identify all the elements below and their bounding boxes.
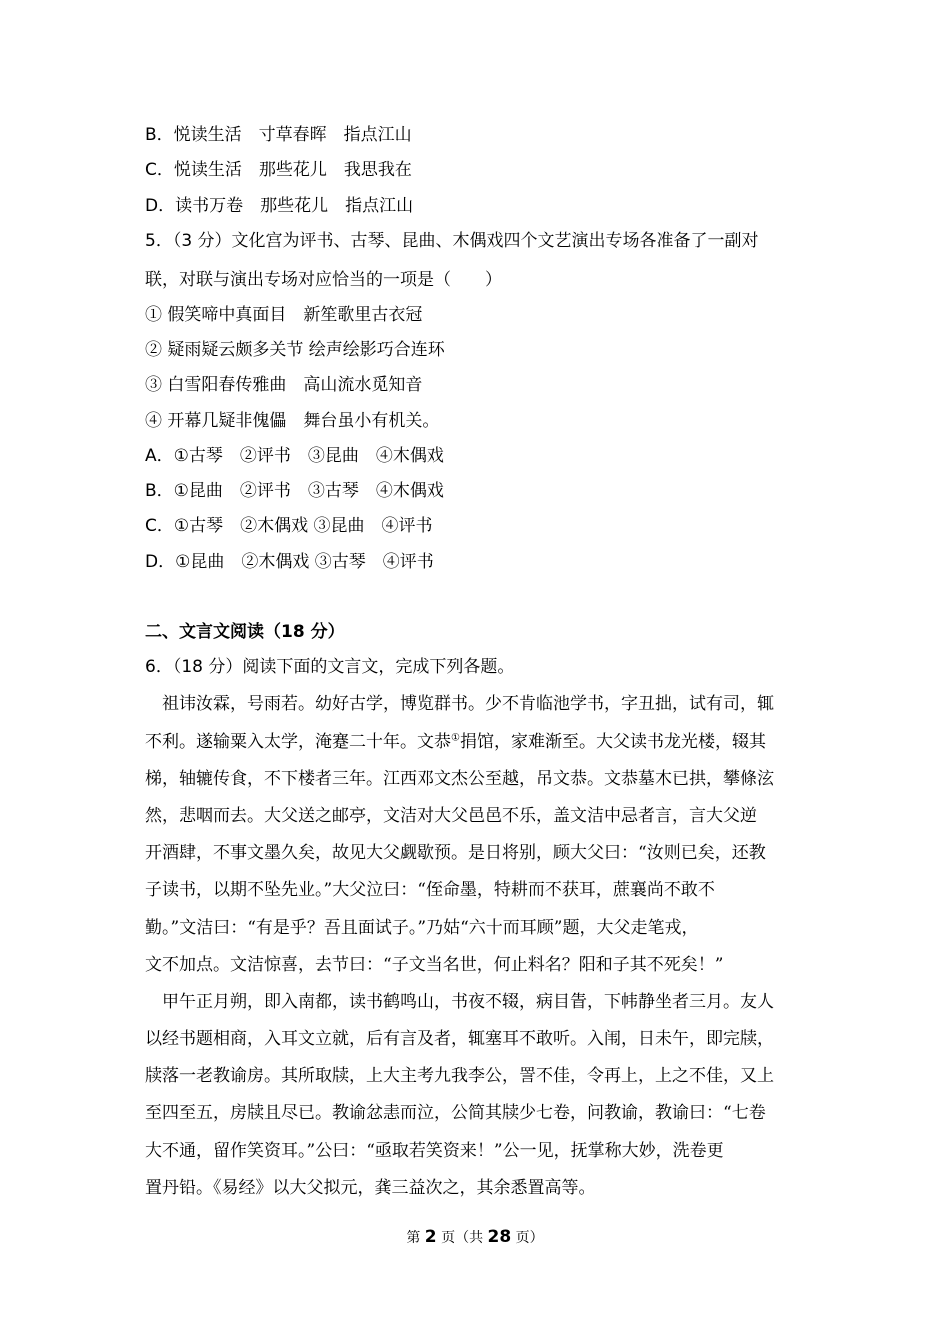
passage-line: 开酒肆，不事文墨久矣，故见大父觑歇预。是日将别，顾大父曰：“汝则已矣，还教 (145, 843, 766, 863)
q5-option-a: A．①古琴 ②评书 ③昆曲 ④木偶戏 (145, 446, 444, 466)
passage-line: 文不加点。文洁惊喜，去节曰：“子文当名世，何止料名？阳和子其不死矣！” (145, 955, 724, 975)
q5-stem-line1: 5．（3 分）文化宫为评书、古琴、昆曲、木偶戏四个文艺演出专场各准备了一副对 (145, 231, 759, 251)
passage-line: 然，悲咽而去。大父送之邮亭，文洁对大父邑邑不乐，盖文洁中忌者言，言大父逆 (145, 806, 757, 826)
page-total: 28 (487, 1227, 512, 1247)
q6-stem: 6．（18 分）阅读下面的文言文，完成下列各题。 (145, 657, 515, 677)
q5-option-b: B．①昆曲 ②评书 ③古琴 ④木偶戏 (145, 481, 444, 501)
passage-line: 甲午正月朔，即入南都，读书鹤鸣山，书夜不辍，病目眚，下帏静坐者三月。友人 (162, 992, 774, 1012)
q5-couplet-1: ① 假笑啼中真面目 新笙歌里古衣冠 (145, 305, 423, 325)
passage-line: 至四至五，房牍且尽已。教谕忿恚而泣，公简其牍少七卷，问教谕，教谕曰：“七卷 (145, 1103, 766, 1123)
section-title: 二、文言文阅读（18 分） (145, 622, 345, 642)
q5-option-d: D．①昆曲 ②木偶戏 ③古琴 ④评书 (145, 552, 434, 572)
q5-option-c: C．①古琴 ②木偶戏 ③昆曲 ④评书 (145, 516, 433, 536)
q5-couplet-3: ③ 白雪阳春传雅曲 高山流水觅知音 (145, 375, 423, 395)
footnote-marker: ① (451, 732, 460, 744)
passage-line: 牍落一老教谕房。其所取牍，上大主考九我李公，詈不佳，令再上，上之不佳，又上 (145, 1066, 774, 1086)
q5-couplet-4: ④ 开幕几疑非傀儡 舞台虽小有机关。 (145, 411, 440, 431)
passage-line: 勤。”文洁曰：“有是乎？吾且面试子。”乃姑“六十而耳顾”题，大父走笔戎， (145, 918, 699, 938)
q5-stem-line2: 联，对联与演出专场对应恰当的一项是（ ） (145, 270, 502, 290)
passage-line: 以经书题相商，入耳文立就，后有言及者，辄塞耳不敢听。入闱，日未午，即完牍， (145, 1029, 774, 1049)
passage-line: 置丹铅。《易经》以大父拟元，龚三益次之，其余悉置高等。 (145, 1178, 596, 1198)
page-number: 2 (424, 1227, 437, 1247)
passage-line: 子读书，以期不坠先业。”大父泣曰：“侄命墨，特耕而不获耳，蔗襄尚不敢不 (145, 880, 715, 900)
q4-option-c: C．悦读生活 那些花儿 我思我在 (145, 160, 412, 180)
passage-line: 不利。遂输粟入太学，淹蹇二十年。文恭①捐馆，家难渐至。大父读书龙光楼，辍其 (145, 732, 766, 752)
q4-option-b: B．悦读生活 寸草春晖 指点江山 (145, 125, 412, 145)
passage-line: 梯，轴辘传食，不下楼者三年。江西邓文杰公至越，吊文恭。文恭墓木已拱，攀條泫 (145, 769, 774, 789)
q4-option-d: D．读书万卷 那些花儿 指点江山 (145, 196, 414, 216)
passage-line: 祖讳汝霖，号雨若。幼好古学，博览群书。少不肯临池学书，字丑拙，试有司，辄 (162, 694, 774, 714)
q5-couplet-2: ② 疑雨疑云颇多关节 绘声绘影巧合连环 (145, 340, 445, 360)
page-footer: 第 2 页（共 28 页） (406, 1227, 544, 1247)
passage-line: 大不通，留作笑资耳。”公曰：“亟取若笑资来！”公一见，抚掌称大妙，洗卷更 (145, 1141, 724, 1161)
